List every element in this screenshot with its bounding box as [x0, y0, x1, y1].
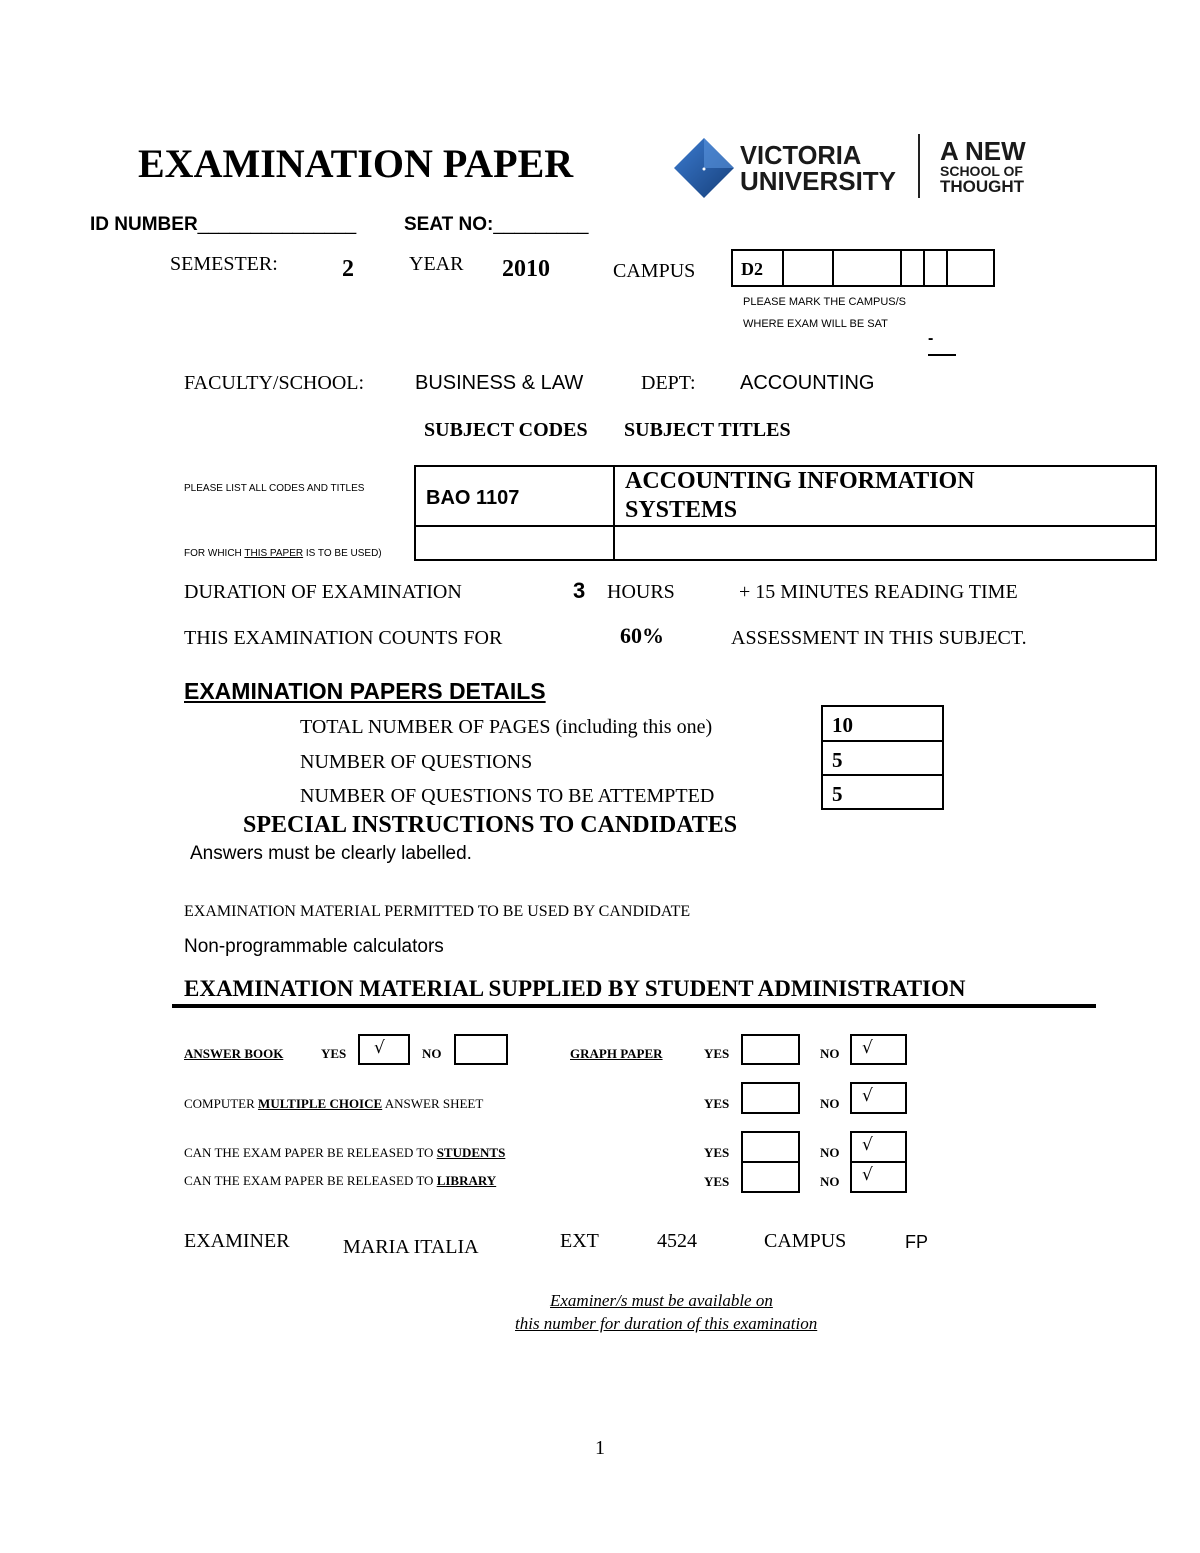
- id-number-label: [90, 214, 356, 236]
- release-library-pre: CAN THE EXAM PAPER BE RELEASED TO: [184, 1173, 437, 1188]
- examiner-label: EXAMINER: [184, 1230, 290, 1252]
- release-library-yes-checkbox[interactable]: [741, 1161, 800, 1193]
- duration-label: DURATION OF EXAMINATION: [184, 581, 462, 603]
- supplied-heading-rule: [172, 1004, 1096, 1008]
- answer-book-yes-label: YES: [321, 1046, 347, 1061]
- page-number: 1: [595, 1437, 605, 1459]
- graph-paper-label: GRAPH PAPER: [570, 1046, 663, 1061]
- faculty-label: FACULTY/SCHOOL:: [184, 372, 365, 394]
- mc-pre: COMPUTER: [184, 1096, 259, 1111]
- logo-tagline-2: SCHOOL OF: [940, 163, 1023, 179]
- counts-suffix: ASSESSMENT IN THIS SUBJECT.: [731, 627, 1027, 649]
- graph-paper-yes-label: YES: [704, 1046, 730, 1061]
- id-label-text: ID NUMBER: [90, 214, 198, 235]
- multiple-choice-label: [184, 1096, 483, 1112]
- logo-victoria: VICTORIA: [740, 140, 862, 170]
- campus-divider: [900, 251, 902, 285]
- subject-code-cell-empty[interactable]: [414, 525, 615, 561]
- answer-book-yes-checkbox[interactable]: [358, 1034, 410, 1065]
- id-number-field[interactable]: _______________: [197, 214, 357, 235]
- check-icon: √: [374, 1038, 385, 1058]
- examiner-campus-label: CAMPUS: [764, 1230, 847, 1252]
- seat-no-field[interactable]: _________: [493, 214, 589, 235]
- subject-title-line-1: ACCOUNTING INFORMATION: [625, 468, 975, 494]
- semester-value: 2: [342, 256, 354, 282]
- seat-label-text: SEAT NO:: [404, 214, 494, 235]
- year-value: 2010: [502, 256, 550, 282]
- graph-paper-no-label: NO: [820, 1046, 840, 1061]
- examiner-note-1: Examiner/s must be available on: [550, 1291, 773, 1310]
- mc-link: MULTIPLE CHOICE: [258, 1096, 383, 1111]
- multiple-choice-no-checkbox[interactable]: [850, 1082, 907, 1114]
- campus-divider: [832, 251, 834, 285]
- campus-divider: [946, 251, 948, 285]
- details-pages-box[interactable]: [821, 705, 944, 742]
- release-library-label: [184, 1173, 496, 1189]
- subjects-note-2-post: IS TO BE USED): [303, 548, 382, 559]
- seat-no-label: [404, 214, 588, 236]
- campus-note-1: PLEASE MARK THE CAMPUS/S: [743, 296, 907, 308]
- subject-title-cell-empty[interactable]: [613, 525, 1157, 561]
- campus-mark: -: [928, 330, 934, 347]
- diamond-logo-icon: [672, 136, 736, 200]
- logo-tagline-1: A NEW: [940, 136, 1026, 166]
- release-students-pre: CAN THE EXAM PAPER BE RELEASED TO: [184, 1145, 437, 1160]
- graph-paper-no-checkbox[interactable]: [850, 1034, 907, 1065]
- campus-label: CAMPUS: [613, 260, 696, 282]
- check-icon: √: [862, 1165, 873, 1185]
- release-library-no-label: NO: [820, 1174, 840, 1189]
- details-attempted-value: 5: [832, 782, 843, 806]
- campus-divider: [923, 251, 925, 285]
- subjects-note-2-pre: FOR WHICH: [184, 548, 245, 559]
- duration-hours-label: HOURS: [607, 581, 675, 603]
- multiple-choice-no-label: NO: [820, 1096, 840, 1111]
- campus-value[interactable]: D2: [741, 259, 763, 279]
- duration-hours-value: 3: [573, 578, 586, 603]
- examiner-name: MARIA ITALIA: [343, 1236, 479, 1258]
- counts-value: 60%: [620, 623, 664, 648]
- campus-note-2: WHERE EXAM WILL BE SAT: [743, 318, 888, 330]
- supplied-heading: EXAMINATION MATERIAL SUPPLIED BY STUDENT ADMINISTRATION: [184, 976, 966, 1001]
- campus-mark-underline: [928, 354, 956, 356]
- details-attempted-box[interactable]: [821, 774, 944, 810]
- multiple-choice-yes-checkbox[interactable]: [741, 1082, 800, 1114]
- permitted-heading: EXAMINATION MATERIAL PERMITTED TO BE USED BY CANDIDATE: [184, 903, 691, 920]
- check-icon: √: [862, 1086, 873, 1106]
- multiple-choice-yes-label: YES: [704, 1096, 730, 1111]
- examiner-ext-label: EXT: [560, 1230, 599, 1252]
- subjects-note-1: PLEASE LIST ALL CODES AND TITLES: [184, 483, 365, 494]
- subject-titles-header: SUBJECT TITLES: [624, 419, 791, 441]
- details-pages-value: 10: [832, 713, 853, 737]
- release-students-label: [184, 1145, 505, 1161]
- subject-title-line-2: SYSTEMS: [625, 497, 738, 523]
- examiner-note-2: this number for duration of this examination: [515, 1314, 818, 1333]
- subjects-note-2: [184, 548, 382, 559]
- examiner-ext-value: 4524: [657, 1230, 697, 1252]
- logo-university: UNIVERSITY: [740, 166, 897, 196]
- semester-label: SEMESTER:: [170, 253, 278, 275]
- logo-tagline-3: THOUGHT: [940, 177, 1025, 196]
- details-questions-box[interactable]: [821, 740, 944, 776]
- faculty-value: BUSINESS & LAW: [415, 372, 584, 394]
- check-icon: √: [862, 1135, 873, 1155]
- release-library-no-checkbox[interactable]: [850, 1161, 907, 1193]
- graph-paper-yes-checkbox[interactable]: [741, 1034, 800, 1065]
- campus-divider: [782, 251, 784, 285]
- answer-book-no-label: NO: [422, 1046, 442, 1061]
- dept-label: DEPT:: [641, 372, 696, 394]
- subject-codes-header: SUBJECT CODES: [424, 419, 588, 441]
- dept-value: ACCOUNTING: [740, 372, 875, 394]
- campus-box: [731, 249, 995, 287]
- release-students-yes-checkbox[interactable]: [741, 1131, 800, 1163]
- university-logo: [672, 134, 1026, 200]
- mc-post: ANSWER SHEET: [382, 1096, 484, 1111]
- details-attempted-label: NUMBER OF QUESTIONS TO BE ATTEMPTED: [300, 785, 715, 807]
- counts-label: THIS EXAMINATION COUNTS FOR: [184, 627, 503, 649]
- subjects-note-2-link: THIS PAPER: [244, 548, 304, 559]
- logo-divider: [918, 134, 920, 198]
- release-library-yes-label: YES: [704, 1174, 730, 1189]
- subject-title-cell[interactable]: [613, 465, 1157, 527]
- subject-code: BAO 1107: [426, 487, 520, 509]
- details-heading: EXAMINATION PAPERS DETAILS: [184, 678, 546, 704]
- permitted-text: Non-programmable calculators: [184, 936, 444, 957]
- special-instructions-heading: SPECIAL INSTRUCTIONS TO CANDIDATES: [243, 812, 738, 838]
- release-students-no-label: NO: [820, 1145, 840, 1160]
- subject-code-cell[interactable]: [414, 465, 615, 527]
- year-label: YEAR: [409, 253, 464, 275]
- answer-book-label: ANSWER BOOK: [184, 1046, 284, 1061]
- release-students-yes-label: YES: [704, 1145, 730, 1160]
- page-title: EXAMINATION PAPER: [138, 141, 574, 186]
- release-students-link: STUDENTS: [436, 1145, 506, 1160]
- duration-reading: + 15 MINUTES READING TIME: [739, 581, 1018, 603]
- special-instructions-text: Answers must be clearly labelled.: [190, 843, 472, 864]
- details-questions-label: NUMBER OF QUESTIONS: [300, 751, 533, 773]
- release-students-no-checkbox[interactable]: [850, 1131, 907, 1163]
- details-questions-value: 5: [832, 748, 843, 772]
- release-library-link: LIBRARY: [436, 1173, 497, 1188]
- details-pages-label: TOTAL NUMBER OF PAGES (including this one): [300, 716, 713, 738]
- answer-book-no-checkbox[interactable]: [454, 1034, 508, 1065]
- check-icon: √: [862, 1038, 873, 1058]
- examiner-campus-value: FP: [905, 1232, 929, 1252]
